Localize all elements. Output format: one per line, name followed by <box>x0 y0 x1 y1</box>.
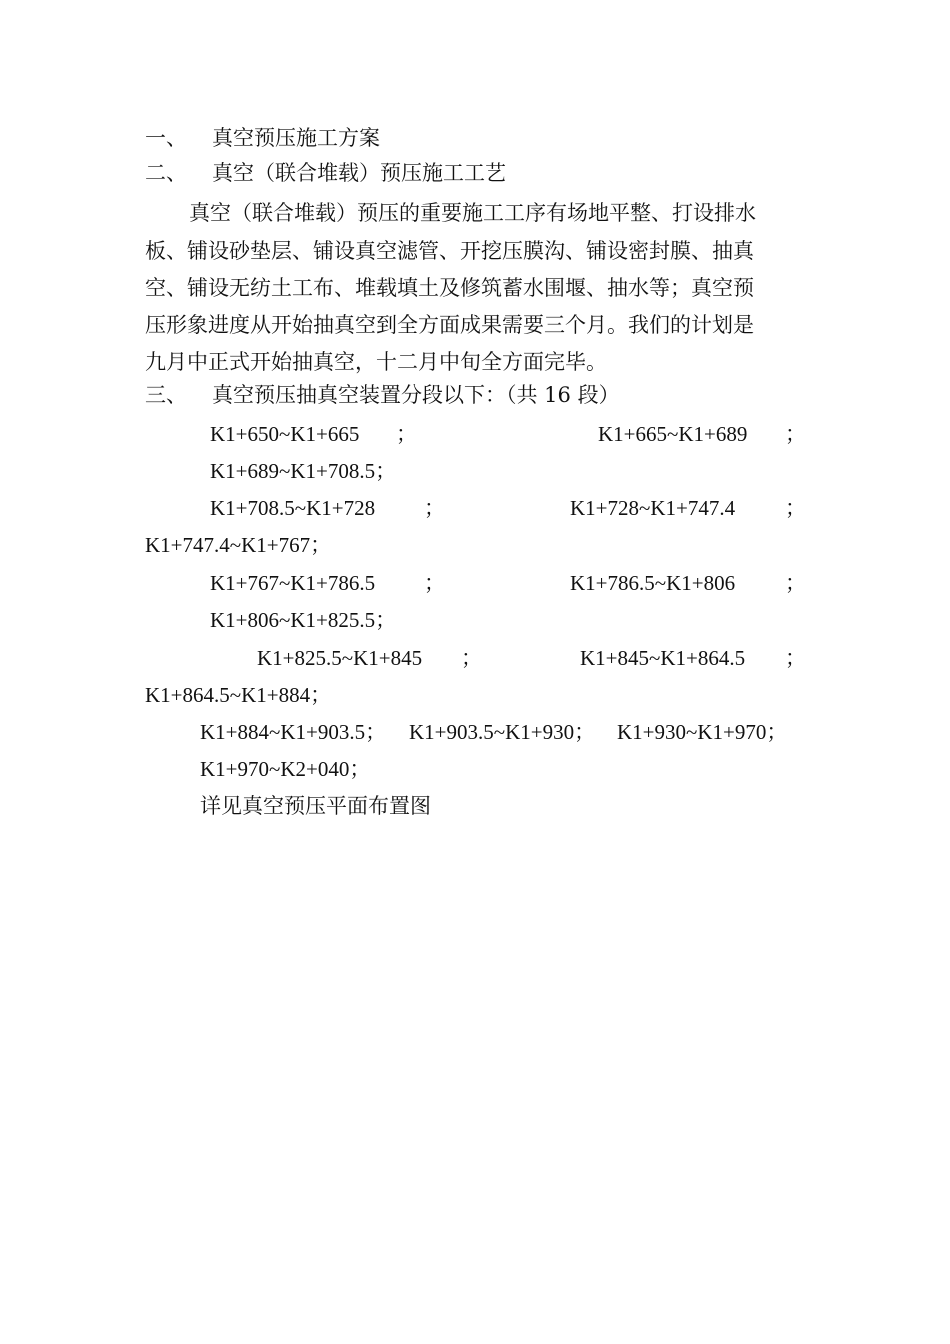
segment-item: K1+689~K1+708.5； <box>210 459 397 483</box>
segment-item: K1+728~K1+747.4 <box>570 496 736 520</box>
segment-separator: ； <box>785 646 806 670</box>
segment-separator: ； <box>424 571 445 595</box>
heading-3-text: 真空预压抽真空装置分段以下：（共 16 段） <box>212 383 620 407</box>
segment-item: K1+786.5~K1+806 <box>570 571 736 595</box>
segment-item: K1+930~K1+970； <box>617 720 788 744</box>
segment-item: K1+825.5~K1+845 <box>257 646 423 670</box>
segment-item: K1+767~K1+786.5 <box>210 571 376 595</box>
paragraph-line: 压形象进度从开始抽真空到全方面成果需要三个月。我们的计划是 <box>145 313 754 337</box>
segment-item: K1+970~K2+040； <box>200 757 371 781</box>
heading-2-number: 二、 <box>145 161 187 185</box>
paragraph-line: 九月中正式开始抽真空，十二月中旬全方面完毕。 <box>145 350 607 374</box>
segment-item: K1+747.4~K1+767； <box>145 533 332 557</box>
segment-separator: ； <box>424 496 445 520</box>
paragraph-line: 空、铺设无纺土工布、堆载填土及修筑蓄水围堰、抽水等；真空预 <box>145 276 754 300</box>
segment-separator: ； <box>785 496 806 520</box>
segment-item: K1+864.5~K1+884； <box>145 683 332 707</box>
heading-2-text: 真空（联合堆载）预压施工工艺 <box>212 161 506 185</box>
segment-item: K1+708.5~K1+728 <box>210 496 376 520</box>
heading-1-text: 真空预压施工方案 <box>212 126 380 150</box>
body-paragraph <box>145 197 805 382</box>
segment-separator: ； <box>461 646 482 670</box>
heading-3-number: 三、 <box>145 383 187 407</box>
paragraph-line: 板、铺设砂垫层、铺设真空滤管、开挖压膜沟、铺设密封膜、抽真 <box>145 239 754 263</box>
segment-item: K1+884~K1+903.5； <box>200 720 387 744</box>
segment-separator: ； <box>785 571 806 595</box>
segment-item: K1+665~K1+689 <box>598 422 748 446</box>
layout-reference-note: 详见真空预压平面布置图 <box>200 794 431 818</box>
segment-item: K1+903.5~K1+930； <box>409 720 596 744</box>
segment-item: K1+650~K1+665 <box>210 422 360 446</box>
segment-separator: ； <box>785 422 806 446</box>
heading-1-number: 一、 <box>145 126 187 150</box>
segment-item: K1+845~K1+864.5 <box>580 646 746 670</box>
segment-item: K1+806~K1+825.5； <box>210 608 397 632</box>
paragraph-line: 真空（联合堆载）预压的重要施工工序有场地平整、打设排水 <box>189 201 756 225</box>
segment-separator: ； <box>396 422 417 446</box>
